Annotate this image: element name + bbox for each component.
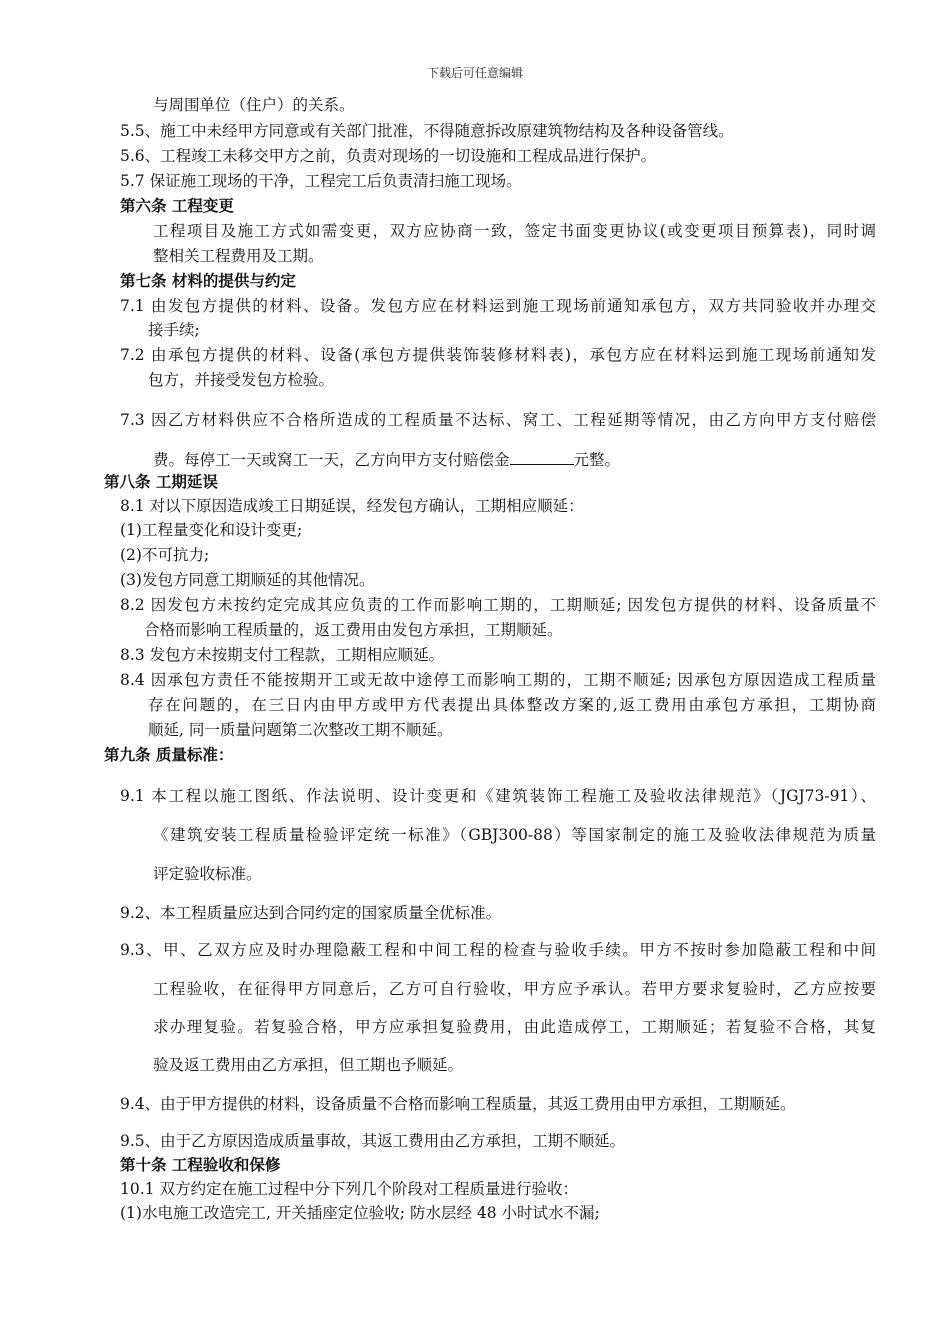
text-line: 9.5、由于乙方原因造成质量事故，其返工费用由乙方承担，工期不顺延。 [120, 1132, 626, 1150]
text-line: 7.3 因乙方材料供应不合格所造成的工程质量不达标、窝工、工程延期等情况，由乙方向甲方支付赔偿 [120, 411, 876, 429]
text-line: 8.1 对以下原因造成竣工日期延误，经发包方确认，工期相应顺延： [120, 497, 584, 515]
text-line: 9.1 本工程以施工图纸、作法说明、设计变更和《建筑装饰工程施工及验收法律规范》（JGJ73-91）、 [120, 787, 876, 805]
section-heading-6: 第六条 工程变更 [120, 196, 234, 215]
text-line: 5.5、施工中未经甲方同意或有关部门批准，不得随意拆改原建筑物结构及各种设备管线。 [120, 122, 734, 140]
text-line: (2)不可抗力; [120, 546, 210, 564]
text-line: 工程验收，在征得甲方同意后，乙方可自行验收，甲方应予承认。若甲方要求复验时，乙方应按要 [153, 980, 876, 998]
text-line: (3)发包方同意工期顺延的其他情况。 [120, 571, 375, 589]
text-line: 7.1 由发包方提供的材料、设备。发包方应在材料运到施工现场前通知承包方，双方共同验收并办理交 [120, 297, 876, 315]
text-line: 顺延, 同一质量问题第二次整改工期不顺延。 [148, 721, 453, 739]
text-segment: 元整。 [573, 451, 621, 469]
text-segment: 费。每停工一天或窝工一天，乙方向甲方支付赔偿金 [153, 451, 510, 469]
text-line: 9.2、本工程质量应达到合同约定的国家质量全优标准。 [120, 904, 502, 922]
text-line: 10.1 双方约定在施工过程中分下列几个阶段对工程质量进行验收： [120, 1180, 578, 1198]
text-line: (1)工程量变化和设计变更; [120, 521, 303, 539]
text-line: 《建筑安装工程质量检验评定统一标准》（GBJ300-88）等国家制定的施工及验收法律规范为质量 [153, 826, 876, 844]
fill-blank [510, 450, 574, 465]
text-line: 9.3、甲、乙双方应及时办理隐蔽工程和中间工程的检查与验收手续。甲方不按时参加隐蔽工程和中间 [120, 941, 876, 959]
text-line: 8.3 发包方未按期支付工程款，工期相应顺延。 [120, 646, 445, 664]
text-line: 验及返工费用由乙方承担，但工期也予顺延。 [153, 1056, 464, 1074]
text-line: 包方，并接受发包方检验。 [148, 371, 335, 389]
section-heading-9: 第九条 质量标准： [104, 745, 234, 764]
text-line: 合格而影响工程质量的，返工费用由发包方承担，工期顺延。 [144, 621, 563, 639]
text-line: 8.2 因发包方未按约定完成其应负责的工作而影响工期的，工期顺延; 因发包方提供的材料、设备质量不 [120, 596, 876, 614]
text-line: 整相关工程费用及工期。 [153, 247, 324, 265]
text-line: 求办理复验。若复验合格，甲方应承担复验费用，由此造成停工，工期顺延；若复验不合格，其复 [153, 1018, 876, 1036]
text-line: 接手续; [148, 321, 200, 339]
section-heading-10: 第十条 工程验收和保修 [120, 1155, 281, 1174]
text-line: 与周围单位（住户）的关系。 [153, 96, 355, 114]
page-header: 下载后可任意编辑 [426, 66, 523, 80]
section-heading-7: 第七条 材料的提供与约定 [120, 271, 296, 290]
text-line: 7.2 由承包方提供的材料、设备(承包方提供装饰装修材料表)，承包方应在材料运到施工现场前通知发 [120, 346, 876, 364]
text-line: 8.4 因承包方责任不能按期开工或无故中途停工而影响工期的，工期不顺延; 因承包方原因造成工程质量 [120, 671, 876, 689]
text-line: 5.6、工程竣工未移交甲方之前，负责对现场的一切设施和工程成品进行保护。 [120, 147, 657, 165]
text-line: 评定验收标准。 [153, 865, 262, 883]
text-line: (1)水电施工改造完工, 开关插座定位验收; 防水层经 48 小时试水不漏; [120, 1204, 600, 1222]
section-heading-8: 第八条 工期延误 [104, 472, 218, 491]
text-line: 5.7 保证施工现场的干净，工程完工后负责清扫施工现场。 [120, 172, 522, 190]
text-line: 存在问题的，在三日内由甲方或甲方代表提出具体整改方案的,返工费用由承包方承担，工期协商 [148, 696, 876, 714]
compensation-line [153, 450, 620, 470]
text-line: 9.4、由于甲方提供的材料，设备质量不合格而影响工程质量，其返工费用由甲方承担，工期顺延。 [120, 1095, 796, 1113]
text-line: 工程项目及施工方式如需变更，双方应协商一致，签定书面变更协议(或变更项目预算表)，同时调 [153, 222, 876, 240]
